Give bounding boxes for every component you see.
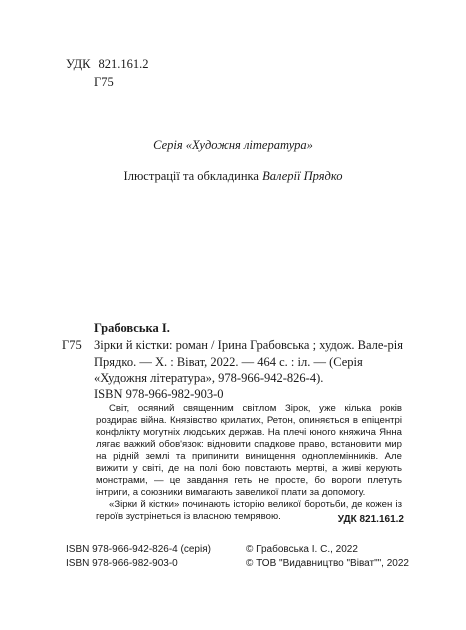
annotation-paragraph: «Зірки й кістки» починають історію великої боротьби, де кожен із героїв зустрінеться із власною темрявою. (96, 499, 402, 522)
catalog-description: Зірки й кістки: роман / Ірина Грабовська ; худож. Вале-рія Прядко. — Х. : Віват, 2022. — 464 с. : іл. — (Серія «Художня література», 978-966-942-826-4). (94, 338, 404, 385)
series-line: Серія «Художня література» (153, 138, 313, 152)
author-mark: Г75 (94, 75, 114, 89)
illustrations-artist: Валерії Прядко (262, 169, 343, 183)
udk-label: УДК (66, 57, 91, 71)
udk-code: 821.161.2 (98, 57, 149, 71)
udk-header (66, 57, 148, 72)
copyright-author: © Грабовська І. С., 2022 (246, 544, 358, 555)
illustrations-prefix: Ілюстрації та обкладинка (123, 169, 263, 183)
catalog-mark: Г75 (62, 338, 82, 352)
copyright-publisher: © ТОВ "Видавництво "Віват"", 2022 (246, 558, 409, 569)
annotation-paragraph: Світ, осяяний священним світлом Зірок, уже кілька років роздирає війна. Князівство крилатих, Ретон, опиняється в епіцентрі конфлікту могутніх людських держав. На плечі юного княжича Янна лягає важкий обов'язок: відновити спадкове право, встановити мир на рідній землі та припинити винищення одноплемінників. Але вижити у світі, де на полі бою повстають мертві, а живі керують монстрами, — це завдання геть не просте, бо вороги плетуть інтриги, а союзники вимагають завеликої плати за допомогу. (96, 403, 402, 498)
udk-bottom: УДК 821.161.2 (337, 514, 404, 525)
isbn-series: ISBN 978-966-942-826-4 (серія) (66, 544, 211, 555)
isbn-book: ISBN 978-966-982-903-0 (66, 558, 178, 569)
annotation (96, 403, 402, 523)
illustrations-credit (0, 169, 466, 184)
catalog-isbn: ISBN 978-966-982-903-0 (94, 387, 224, 401)
catalog-author: Грабовська І. (94, 321, 170, 335)
